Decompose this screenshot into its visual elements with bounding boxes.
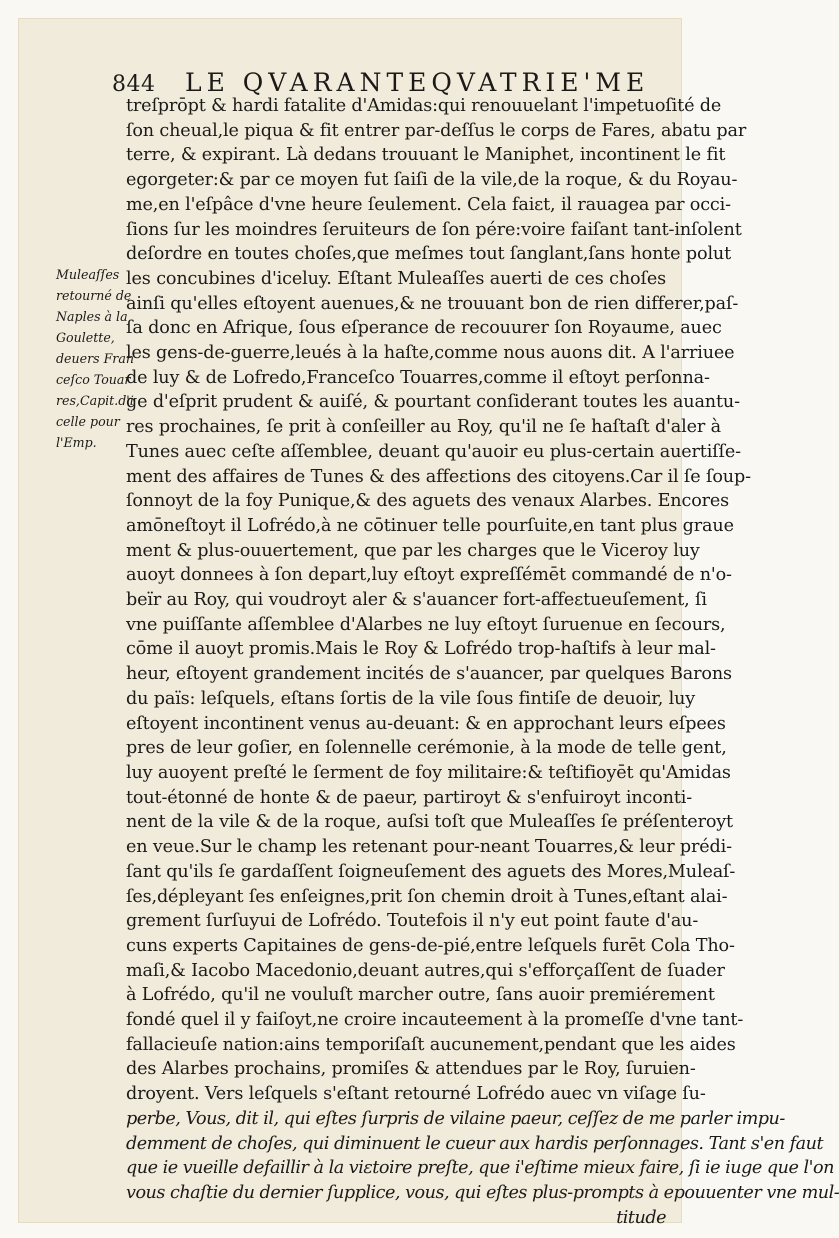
marginal-note-line: res,Capit.d'i	[56, 393, 134, 408]
text-line: grement ſurſuyui de Lofrédo. Toutefois il n'y eut point faute d'au-	[126, 911, 699, 932]
text-line: deſordre en toutes choſes,que meſmes tout ſanglant,ſans honte polut	[126, 244, 732, 265]
marginal-note-line: Muleaſſes	[56, 267, 120, 282]
text-line: fondé quel il y faiſoyt,ne croire incauteement à la promeſſe d'vne tant-	[126, 1010, 744, 1031]
text-line: des Alarbes prochains, promiſes & attendues par le Roy, ſuruien-	[126, 1059, 696, 1080]
text-line: ſonnoyt de la foy Punique,& des aguets des venaux Alarbes. Encores	[126, 491, 730, 512]
text-line: heur, eſtoyent grandement incités de s'auancer, par quelques Barons	[126, 664, 732, 685]
marginal-note-line: retourné de	[56, 288, 132, 303]
text-line: treſprōpt & hardi fatalite d'Amidas:qui renouuelant l'impetuoſité de	[126, 96, 722, 116]
text-line: à Lofrédo, qu'il ne vouluſt marcher outre, ſans auoir premiérement	[126, 985, 715, 1006]
running-title: LE QVARANTEQVATRIE'ME	[185, 68, 650, 97]
text-line: fallacieuſe nation:ains temporiſaſt aucunement,pendant que les aides	[126, 1034, 736, 1055]
marginal-note-line: Goulette,	[56, 330, 115, 345]
text-line: ſa donc en Afrique, ſous eſperance de recouurer ſon Royaume, auec	[126, 318, 722, 339]
text-line: du païs: leſquels, eſtans ſortis de la vile ſous fintiſe de deuoir, luy	[126, 688, 696, 709]
text-line: Tunes auec ceſte aſſemblee, deuant qu'auoir eu plus-certain auertiſſe-	[126, 441, 741, 462]
catchword: titude	[616, 1207, 666, 1228]
marginal-note-line: deuers Fran	[56, 351, 134, 366]
marginal-note	[56, 264, 134, 453]
text-line: ſon cheual,le piqua & fit entrer par-deſſus le corps de Fares, abatu par	[126, 120, 747, 141]
text-line: luy auoyent preſté le ſerment de foy militaire:& teſtifioyēt qu'Amidas	[126, 762, 731, 783]
italic-text-line: demment de choſes, qui diminuent le cueur aux hardis perſonnages. Tant s'en faut	[126, 1133, 824, 1154]
text-line: terre, & expirant. Là dedans trouuant le Maniphet, incontinent le fit	[126, 145, 726, 166]
italic-text-line: que ie vueille defaillir à la viɛtoire preſte, que i'eſtime mieux faire, ſi ie iuge que l'on	[126, 1158, 834, 1179]
text-line: cōme il auoyt promis.Mais le Roy & Lofrédo trop-haſtifs à leur mal-	[126, 639, 716, 660]
text-line: les gens-de-guerre,leués à la haſte,comme nous auons dit. A l'arriuee	[126, 343, 735, 364]
text-line: ſes,dépleyant ſes enſeignes,prit ſon chemin droit à Tunes,eſtant alai-	[126, 886, 728, 907]
italic-text-line: vous chaſtie du dernier ſupplice, vous, qui eſtes plus-prompts à epouuenter vne mul-	[126, 1182, 839, 1203]
text-line: nent de la vile & de la roque, auſsi toſt que Muleaſſes ſe préſenteroyt	[126, 812, 733, 833]
marginal-note-line: celle pour	[56, 414, 120, 429]
text-line: ſions ſur les moindres ſeruiteurs de ſon pére:voire faiſant tant-inſolent	[126, 219, 742, 240]
text-line: ainſi qu'elles eſtoyent auenues,& ne trouuant bon de rien differer,paſ-	[126, 293, 739, 314]
page-number: 844	[112, 72, 156, 97]
text-line: tout-étonné de honte & de paeur, partiroyt & s'enfuiroyt inconti-	[126, 787, 693, 808]
marginal-note-line: l'Emp.	[56, 435, 97, 450]
text-line: ſant qu'ils ſe gardaſſent ſoigneuſement des aguets des Mores,Muleaſ-	[126, 861, 736, 882]
main-text-block	[126, 94, 839, 1230]
text-line: droyent. Vers leſquels s'eſtant retourné Lofrédo auec vn viſage ſu-	[126, 1084, 706, 1105]
text-line: cuns experts Capitaines de gens-de-pié,entre leſquels furēt Cola Tho-	[126, 935, 735, 956]
marginal-note-line: ceſco Touar	[56, 372, 131, 387]
marginal-note-line: Naples à la	[56, 309, 128, 324]
italic-text-line: perbe, Vous, dit il, qui eſtes ſurpris de vilaine paeur, ceſſez de me parler impu-	[126, 1108, 785, 1129]
text-line: beïr au Roy, qui voudroyt aler & s'auancer fort-affeɛtueuſement, ſi	[126, 590, 707, 611]
text-line: les concubines d'iceluy. Eſtant Muleaſſes auerti de ces choſes	[126, 268, 666, 289]
text-line: maſi,& Iacobo Macedonio,deuant autres,qui s'efforçaſſent de ſuader	[126, 960, 725, 981]
text-line: eſtoyent incontinent venus au-deuant: & en approchant leurs eſpees	[126, 713, 726, 734]
text-line: ment & plus-ouuertement, que par les charges que le Viceroy luy	[126, 540, 700, 561]
text-line: ment des affaires de Tunes & des affeɛtions des citoyens.Car il ſe ſoup-	[126, 466, 751, 487]
text-line: de luy & de Lofredo,Franceſco Touarres,comme il eſtoyt perſonna-	[126, 367, 710, 388]
text-line: amōneſtoyt il Lofrédo,à ne cōtinuer telle pourſuite,en tant plus graue	[126, 515, 734, 536]
text-line: vne puiſſante aſſemblee d'Alarbes ne luy eſtoyt ſuruenue en ſecours,	[126, 614, 726, 635]
text-line: egorgeter:& par ce moyen fut ſaiſi de la vile,de la roque, & du Royau-	[126, 170, 738, 191]
text-line: me,en l'eſpâce d'vne heure ſeulement. Cela faiɛt, il rauagea par occi-	[126, 194, 731, 215]
text-line: ge d'eſprit prudent & auiſé, & pourtant conſiderant toutes les auantu-	[126, 392, 740, 413]
text-line: en veue.Sur le champ les retenant pour-neant Touarres,& leur prédi-	[126, 837, 732, 858]
text-line: pres de leur goſier, en ſolennelle cerémonie, à la mode de telle gent,	[126, 738, 727, 759]
text-line: res prochaines, ſe prit à conſeiller au Roy, qu'il ne ſe haſtaſt d'aler à	[126, 417, 721, 438]
text-line: auoyt donnees à ſon depart,luy eſtoyt expreſſémēt commandé de n'o-	[126, 565, 732, 586]
